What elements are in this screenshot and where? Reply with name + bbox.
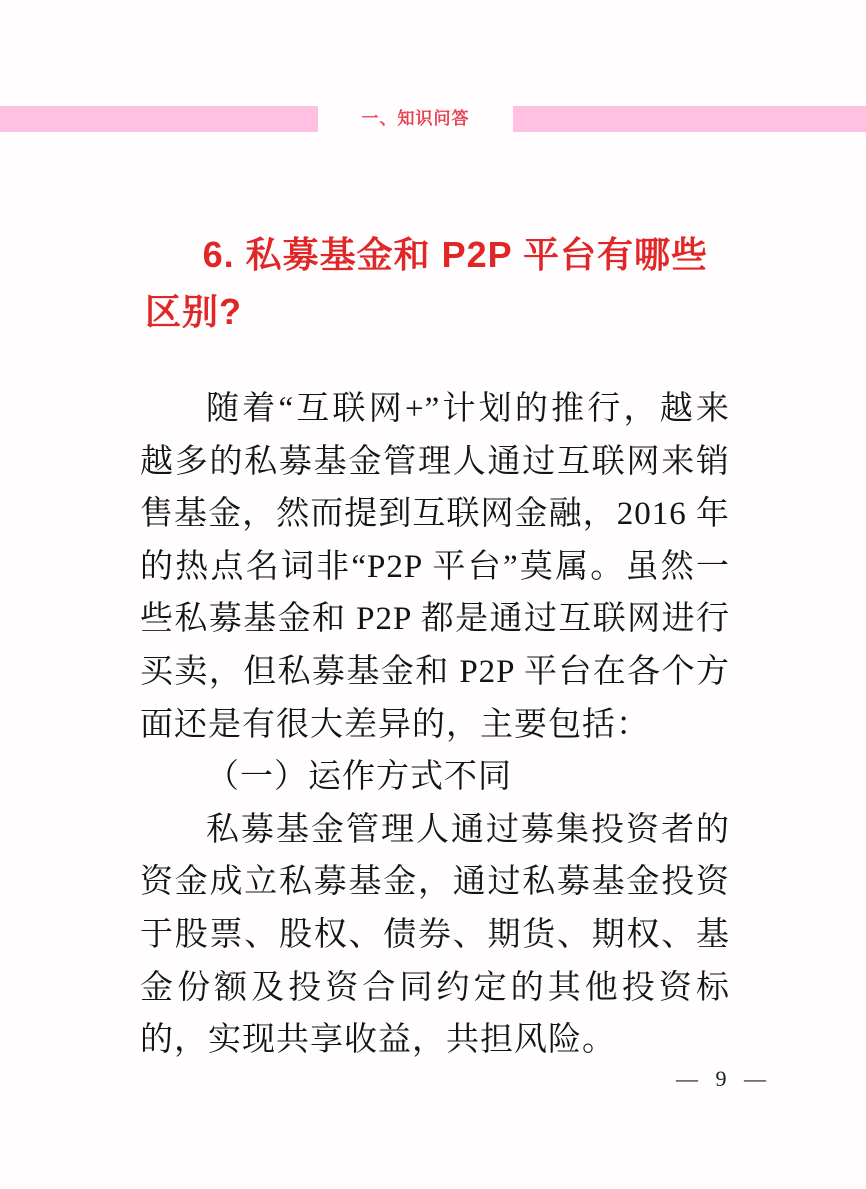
paragraph-intro: 随着“互联网+”计划的推行，越来越多的私募基金管理人通过互联网来销售基金，然而提到互联网金融，2016 年的热点名词非“P2P 平台”莫属。虽然一些私募基金和 P2P 都是通过互联网进行买卖，但私募基金和 P2P 平台在各个方面还是有很大差异的，主要包括：: [140, 391, 730, 743]
question-heading: 6. 私募基金和 P2P 平台有哪些区别?: [145, 234, 709, 332]
running-header: [0, 106, 866, 132]
paragraph-operation-mode: 私募基金管理人通过募集投资者的资金成立私募基金，通过私募基金投资于股票、股权、债券、期货、期权、基金份额及投资合同约定的其他投资标的，实现共享收益，共担风险。: [140, 811, 730, 1059]
header-rule-left: [0, 106, 318, 132]
body-text: [140, 383, 730, 1067]
paragraph-subheading: （一）运作方式不同: [206, 759, 512, 796]
header-rule-right: [513, 106, 866, 132]
chapter-title: 一、知识问答: [361, 109, 470, 128]
page-number: — 9 —: [676, 1066, 772, 1091]
